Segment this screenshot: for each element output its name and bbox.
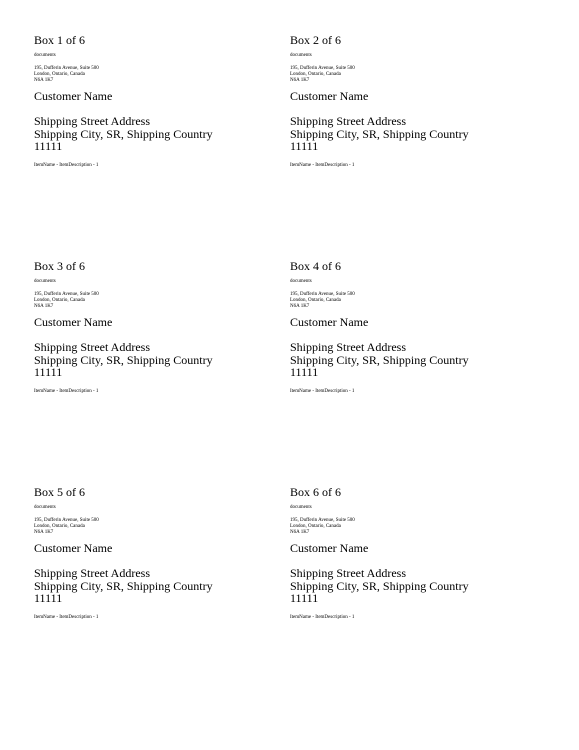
sender-street: 195, Dufferin Avenue, Suite 500 [34,66,99,71]
shipping-postal-code: 11111 [290,591,319,605]
document-type: documents [34,279,56,284]
customer-name: Customer Name [290,541,369,555]
sender-address [290,518,540,536]
shipping-street: Shipping Street Address [290,340,406,354]
shipping-city: Shipping City, SR, Shipping Country [290,126,469,141]
shipping-street: Shipping Street Address [290,566,406,580]
item-list: ItemName - ItemDescription - 1 [34,388,99,394]
shipping-label [34,485,284,621]
customer-name: Customer Name [290,315,369,329]
shipping-label [34,259,284,395]
item-list: ItemName - ItemDescription - 1 [290,162,355,168]
sender-street: 195, Dufferin Avenue, Suite 500 [34,292,99,297]
shipping-label [290,33,540,169]
shipping-address [290,567,540,605]
shipping-street: Shipping Street Address [34,114,150,128]
box-count: Box 1 of 6 [34,33,85,47]
shipping-postal-code: 11111 [34,591,63,605]
sender-street: 195, Dufferin Avenue, Suite 500 [290,66,355,71]
document-type: documents [290,279,312,284]
item-list: ItemName - ItemDescription - 1 [34,614,99,620]
sender-postal-code: N6A 1K7 [34,530,54,535]
shipping-street: Shipping Street Address [290,114,406,128]
sender-postal-code: N6A 1K7 [290,78,310,83]
shipping-postal-code: 11111 [290,365,319,379]
sender-address [34,292,284,310]
sender-address [34,66,284,84]
shipping-postal-code: 11111 [34,365,63,379]
item-list: ItemName - ItemDescription - 1 [290,614,355,620]
shipping-address [34,341,284,379]
document-type: documents [290,505,312,510]
customer-name: Customer Name [34,315,113,329]
customer-name: Customer Name [290,89,369,103]
shipping-address [34,567,284,605]
shipping-city: Shipping City, SR, Shipping Country [34,352,213,367]
shipping-street: Shipping Street Address [34,340,150,354]
sender-street: 195, Dufferin Avenue, Suite 500 [34,518,99,523]
box-count: Box 2 of 6 [290,33,341,47]
shipping-street: Shipping Street Address [34,566,150,580]
document-type: documents [290,53,312,58]
shipping-city: Shipping City, SR, Shipping Country [34,126,213,141]
shipping-city: Shipping City, SR, Shipping Country [34,578,213,593]
shipping-city: Shipping City, SR, Shipping Country [290,352,469,367]
shipping-address [34,115,284,153]
box-count: Box 3 of 6 [34,259,85,273]
sender-street: 195, Dufferin Avenue, Suite 500 [290,292,355,297]
sender-postal-code: N6A 1K7 [34,78,54,83]
box-count: Box 5 of 6 [34,485,85,499]
sender-city: London, Ontario, Canada [290,524,341,529]
shipping-address [290,115,540,153]
sender-city: London, Ontario, Canada [34,298,85,303]
sender-street: 195, Dufferin Avenue, Suite 500 [290,518,355,523]
sender-address [34,518,284,536]
sender-city: London, Ontario, Canada [34,72,85,77]
customer-name: Customer Name [34,541,113,555]
box-count: Box 6 of 6 [290,485,341,499]
sender-address [290,292,540,310]
sender-city: London, Ontario, Canada [290,298,341,303]
document-type: documents [34,53,56,58]
shipping-city: Shipping City, SR, Shipping Country [290,578,469,593]
sender-postal-code: N6A 1K7 [34,304,54,309]
sender-postal-code: N6A 1K7 [290,530,310,535]
shipping-label [290,259,540,395]
sender-address [290,66,540,84]
sender-city: London, Ontario, Canada [34,524,85,529]
customer-name: Customer Name [34,89,113,103]
document-type: documents [34,505,56,510]
box-count: Box 4 of 6 [290,259,341,273]
shipping-postal-code: 11111 [290,139,319,153]
sender-city: London, Ontario, Canada [290,72,341,77]
item-list: ItemName - ItemDescription - 1 [290,388,355,394]
shipping-label [34,33,284,169]
shipping-address [290,341,540,379]
sender-postal-code: N6A 1K7 [290,304,310,309]
shipping-postal-code: 11111 [34,139,63,153]
shipping-label [290,485,540,621]
item-list: ItemName - ItemDescription - 1 [34,162,99,168]
